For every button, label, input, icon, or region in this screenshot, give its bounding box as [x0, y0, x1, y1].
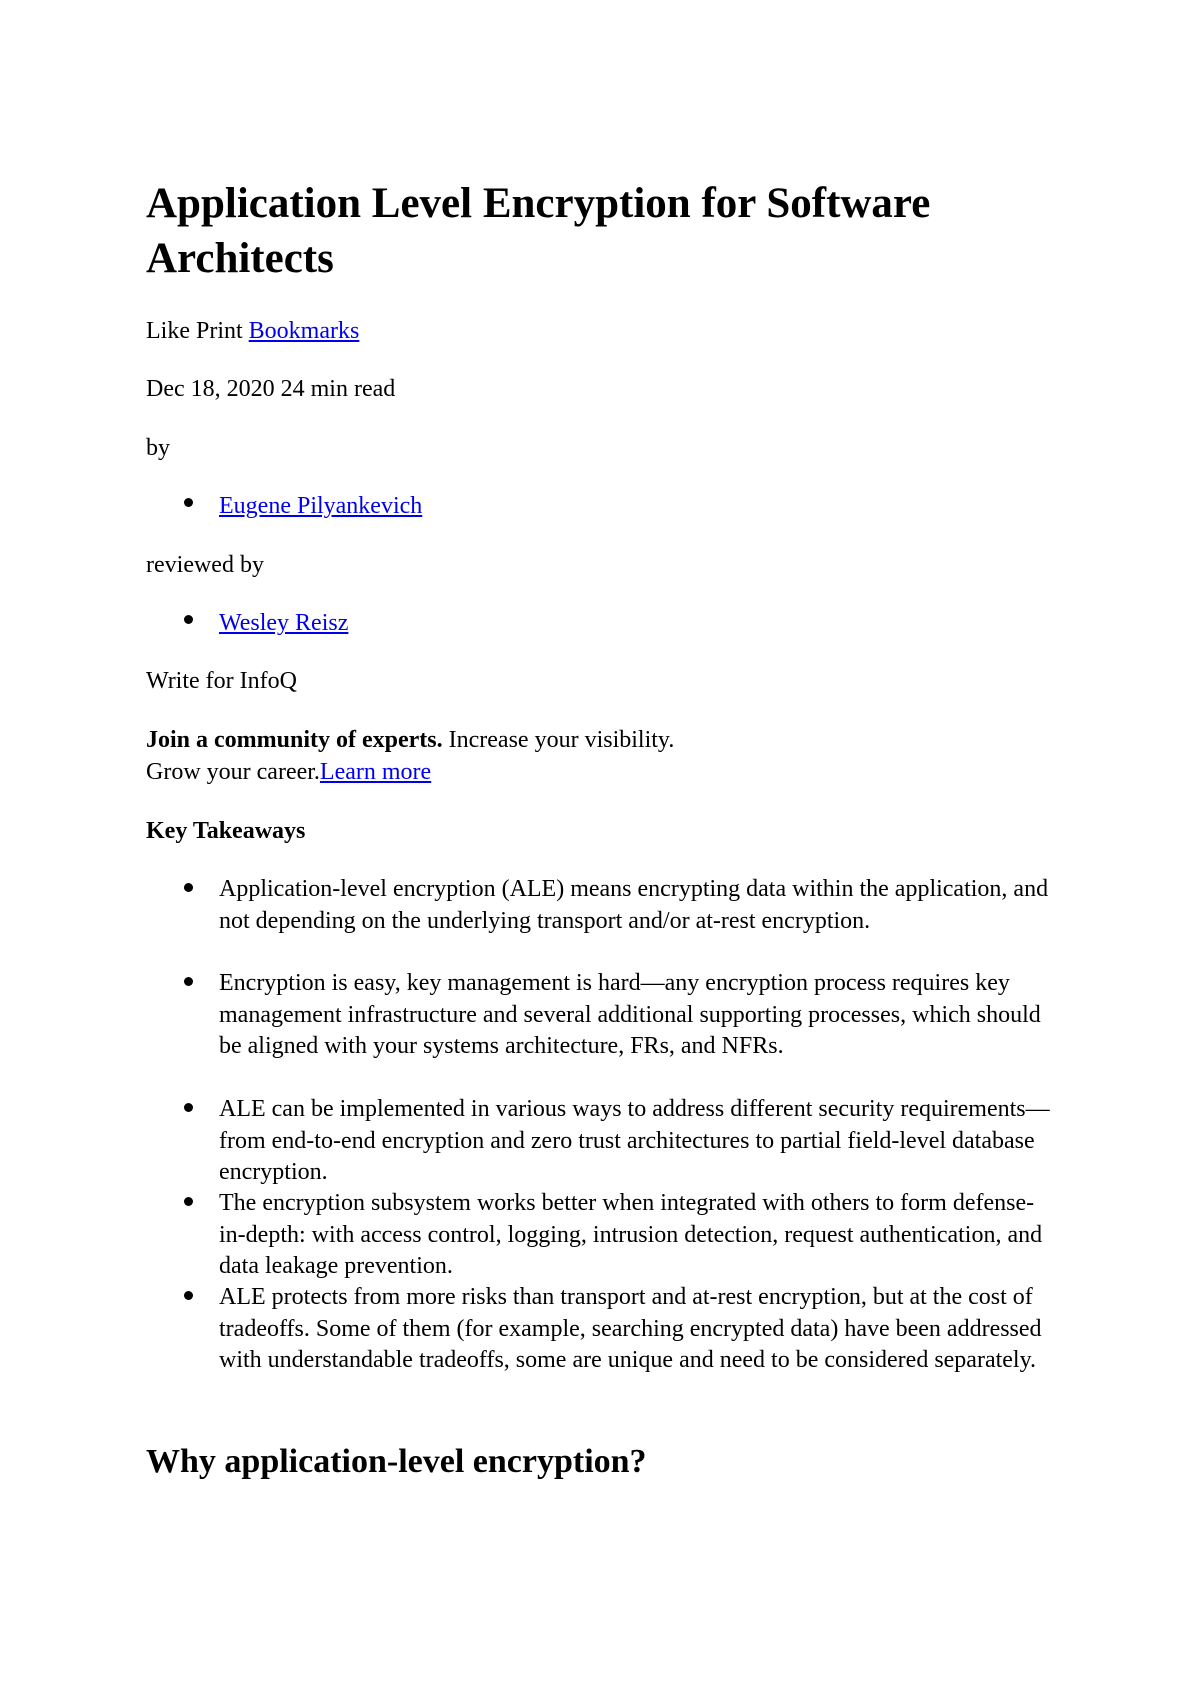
promo-line-1 — [146, 724, 674, 756]
learn-more-link[interactable]: Learn more — [319, 759, 432, 785]
article-actions — [146, 315, 359, 347]
reviewer-link[interactable]: Wesley Reisz — [219, 610, 349, 636]
bullet-icon — [184, 1103, 193, 1112]
section-heading: Why application-level encryption? — [146, 1443, 647, 1480]
by-label: by — [146, 435, 170, 461]
bookmarks-link[interactable]: Bookmarks — [248, 318, 360, 344]
like-button[interactable]: Like — [146, 318, 190, 344]
bullet-icon — [184, 1291, 193, 1300]
bullet-icon — [184, 1197, 193, 1206]
write-for-label: Write for InfoQ — [146, 668, 297, 694]
takeaway-item: Application-level encryption (ALE) means encrypting data within the application, and not depending on the underlying transport and/or at-rest encryption. — [219, 876, 1049, 934]
bullet-icon — [184, 977, 193, 986]
takeaway-item: ALE can be implemented in various ways to address different security requirements—from end-to-end encryption and zero trust architectures to partial field-level database encryption. — [219, 1096, 1050, 1185]
bullet-icon — [184, 615, 193, 624]
takeaway-item: The encryption subsystem works better when integrated with others to form defense-in-depth: with access control, logging, intrusion detection, request authentication, and data leakage prevention. — [219, 1190, 1043, 1279]
author-link[interactable]: Eugene Pilyankevich — [219, 493, 423, 519]
publish-date: Dec 18, 2020 — [146, 376, 275, 402]
article-title: Application Level Encryption for Software Architects — [146, 180, 931, 282]
reviewed-by-label: reviewed by — [146, 552, 264, 578]
bullet-icon — [184, 498, 193, 507]
promo-bold: Join a community of experts. — [146, 727, 443, 753]
promo-line-2 — [146, 756, 431, 788]
key-takeaways-heading: Key Takeaways — [146, 818, 306, 844]
takeaway-item: ALE protects from more risks than transport and at-rest encryption, but at the cost of tradeoffs. Some of them (for example, searching encrypted data) have been addressed with understandable tradeoffs, some are unique and need to be considered separately. — [219, 1284, 1042, 1373]
read-time: 24 min read — [280, 376, 396, 402]
promo-text-2: Grow your career. — [146, 759, 320, 785]
print-button[interactable]: Print — [195, 318, 243, 344]
bullet-icon — [184, 883, 193, 892]
promo-text-1: Increase your visibility. — [448, 727, 675, 753]
takeaway-item: Encryption is easy, key management is hard—any encryption process requires key management infrastructure and several additional supporting processes, which should be aligned with your systems architecture, FRs, and NFRs. — [219, 970, 1041, 1059]
article-meta — [146, 373, 395, 405]
